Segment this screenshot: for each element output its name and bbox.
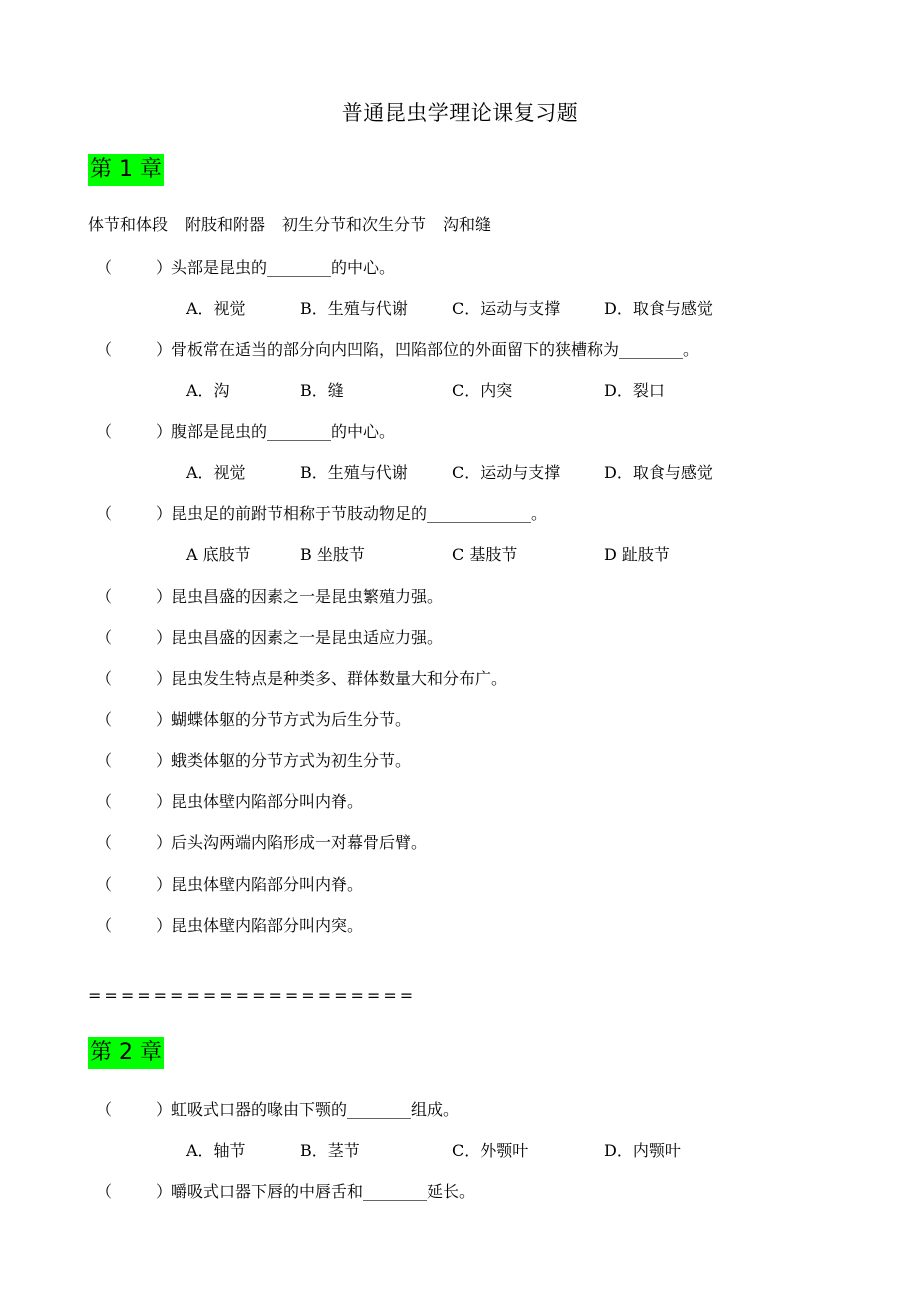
answer-paren-close: ） [156,710,173,729]
question-text: 昆虫体壁内陷部分叫内突。 [171,916,364,935]
question-text: 虹吸式口器的喙由下颚的________组成。 [171,1100,460,1119]
option-d: D 趾肢节 [604,545,670,564]
question-text: 头部是昆虫的________的中心。 [171,258,396,277]
term: 体节和体段 [88,215,169,234]
option-c: C 基肢节 [452,545,518,564]
option-d: D．内颚叶 [604,1141,681,1160]
question-item [96,255,395,278]
answer-paren-open: （ [96,1182,113,1201]
question-item [96,625,443,648]
answer-paren-open: （ [96,669,113,688]
question-text: 昆虫体壁内陷部分叫内脊。 [171,875,364,894]
answer-paren-close: ） [156,422,173,441]
question-item [96,830,427,853]
question-item [96,872,363,895]
question-item [96,501,547,524]
question-text: 骨板常在适当的部分向内凹陷，凹陷部位的外面留下的狭槽称为________。 [171,340,700,359]
option-a: A．视觉 [186,463,246,482]
answer-paren-open: （ [96,875,113,894]
answer-paren-close: ） [156,587,173,606]
answer-paren-close: ） [156,1182,173,1201]
answer-paren-open: （ [96,792,113,811]
answer-paren-close: ） [156,833,173,852]
term: 附肢和附器 [185,215,266,234]
document-title: 普通昆虫学理论课复习题 [341,101,579,125]
answer-paren-close: ） [156,751,173,770]
question-text: 昆虫足的前跗节相称于节肢动物足的_____________。 [171,504,548,523]
option-d: D．取食与感觉 [604,463,713,482]
answer-paren-open: （ [96,258,113,277]
answer-paren-open: （ [96,628,113,647]
question-text: 腹部是昆虫的________的中心。 [171,422,396,441]
answer-paren-open: （ [96,1100,113,1119]
question-text: 昆虫昌盛的因素之一是昆虫繁殖力强。 [171,587,444,606]
option-c: C．内突 [452,381,513,400]
question-text: 昆虫昌盛的因素之一是昆虫适应力强。 [171,628,444,647]
answer-paren-open: （ [96,422,113,441]
question-item [96,1179,475,1202]
term: 初生分节和次生分节 [282,215,427,234]
option-c: C．运动与支撑 [452,299,561,318]
term: 沟和缝 [443,215,492,234]
chapter-1-terms [88,212,508,235]
answer-paren-open: （ [96,710,113,729]
answer-paren-open: （ [96,340,113,359]
option-b: B．茎节 [300,1141,360,1160]
option-c: C．运动与支撑 [452,463,561,482]
chapter-1-heading: 第 1 章 [88,154,164,186]
question-text: 蝴蝶体躯的分节方式为后生分节。 [171,710,412,729]
chapter-2-heading: 第 2 章 [88,1037,164,1069]
question-text: 嚼吸式口器下唇的中唇舌和________延长。 [171,1182,476,1201]
section-separator: ==================== [88,986,417,1005]
option-c: C．外颚叶 [452,1141,529,1160]
option-b: B．生殖与代谢 [300,463,408,482]
question-item [96,584,443,607]
option-b: B．缝 [300,381,344,400]
answer-paren-close: ） [156,258,173,277]
answer-paren-open: （ [96,504,113,523]
option-b: B 坐肢节 [300,545,365,564]
question-item [96,789,363,812]
option-a: A．轴节 [186,1141,246,1160]
answer-paren-close: ） [156,875,173,894]
question-item [96,913,363,936]
question-text: 昆虫体壁内陷部分叫内脊。 [171,792,364,811]
option-b: B．生殖与代谢 [300,299,408,318]
option-d: D．取食与感觉 [604,299,713,318]
answer-paren-close: ） [156,504,173,523]
question-text: 后头沟两端内陷形成一对幕骨后臂。 [171,833,428,852]
answer-paren-close: ） [156,1100,173,1119]
question-item [96,419,395,442]
answer-paren-open: （ [96,916,113,935]
answer-paren-close: ） [156,792,173,811]
option-d: D．裂口 [604,381,665,400]
option-a: A．视觉 [186,299,246,318]
question-item [96,666,507,689]
question-item [96,1097,459,1120]
option-a: A．沟 [186,381,230,400]
answer-paren-close: ） [156,628,173,647]
question-text: 昆虫发生特点是种类多、群体数量大和分布广。 [171,669,508,688]
option-a: A 底肢节 [186,545,251,564]
question-text: 蛾类体躯的分节方式为初生分节。 [171,751,412,770]
answer-paren-close: ） [156,340,173,359]
answer-paren-open: （ [96,833,113,852]
question-item [96,748,411,771]
answer-paren-close: ） [156,669,173,688]
answer-paren-open: （ [96,587,113,606]
answer-paren-open: （ [96,751,113,770]
question-item [96,707,411,730]
answer-paren-close: ） [156,916,173,935]
question-item [96,337,699,360]
